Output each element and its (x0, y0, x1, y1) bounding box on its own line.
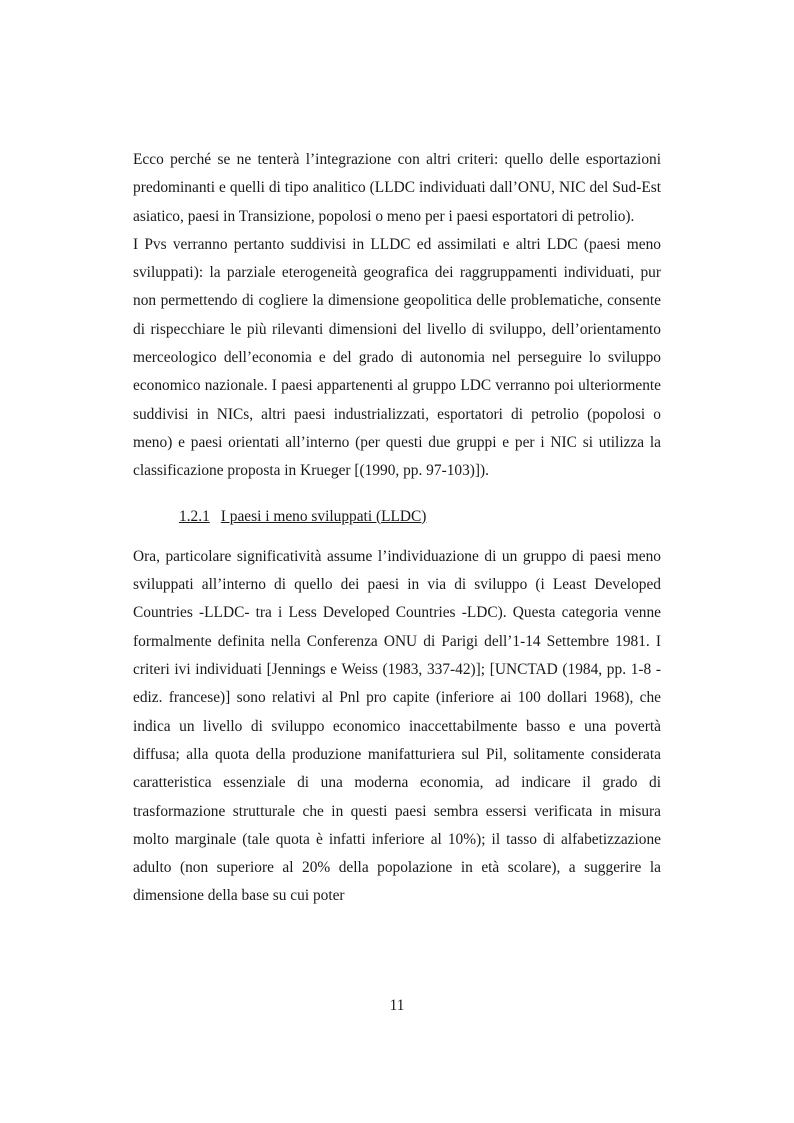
paragraph-lldc-definition: Ora, particolare significatività assume l’individuazione di un gruppo di paesi meno sviluppati all’interno di quello dei paesi in via di sviluppo (i Least Developed Countries -LLDC- tra i Less Developed Countries -LDC). Questa categoria venne formalmente definita nella Conferenza ONU di Parigi dell’1-14 Settembre 1981. I criteri ivi individuati [Jennings e Weiss (1983, 337-42)]; [UNCTAD (1984, pp. 1-8 -ediz. francese)] sono relativi al Pnl pro capite (inferiore ai 100 dollari 1968), che indica un livello di sviluppo economico inaccettabilmente basso e una povertà diffusa; alla quota della produzione manifatturiera sul Pil, solitamente considerata caratteristica essenziale di una moderna economia, ad indicare il grado di trasformazione strutturale che in questi paesi sembra essersi verificata in misura molto marginale (tale quota è infatti inferiore al 10%); il tasso di alfabetizzazione adulto (non superiore al 20% della popolazione in età scolare), a suggerire la dimensione della base su cui poter (133, 547, 661, 905)
section-number: 1.2.1 (179, 507, 210, 525)
paragraph-criteria-integration: Ecco perché se ne tenterà l’integrazione con altri criteri: quello delle esportazioni predominanti e quelli di tipo analitico (LLDC individuati dall’ONU, NIC del Sud-Est asiatico, paesi in Transizione, popolosi o meno per i paesi esportatori di petrolio). (133, 151, 661, 225)
paragraph-pvs-classification: I Pvs verranno pertanto suddivisi in LLDC ed assimilati e altri LDC (paesi meno sviluppati): la parziale eterogeneità geografica dei raggruppamenti individuati, pur non permettendo di cogliere la dimensione geopolitica delle problematiche, consente di rispecchiare le più rilevanti dimensioni del livello di sviluppo, dell’orientamento merceologico dell’economia e del grado di autonomia nel perseguire lo sviluppo economico nazionale. I paesi appartenenti al gruppo LDC verranno poi ulteriormente suddivisi in NICs, altri paesi industrializzati, esportatori di petrolio (popolosi o meno) e paesi orientati all’interno (per questi due gruppi e per i NIC si utilizza la classificazione proposta in Krueger [(1990, pp. 97-103)]). (133, 235, 661, 480)
page-number: 11 (389, 997, 405, 1014)
section-heading (133, 503, 661, 531)
page-body (133, 146, 661, 911)
section-title: I paesi i meno sviluppati (LLDC) (220, 507, 427, 525)
